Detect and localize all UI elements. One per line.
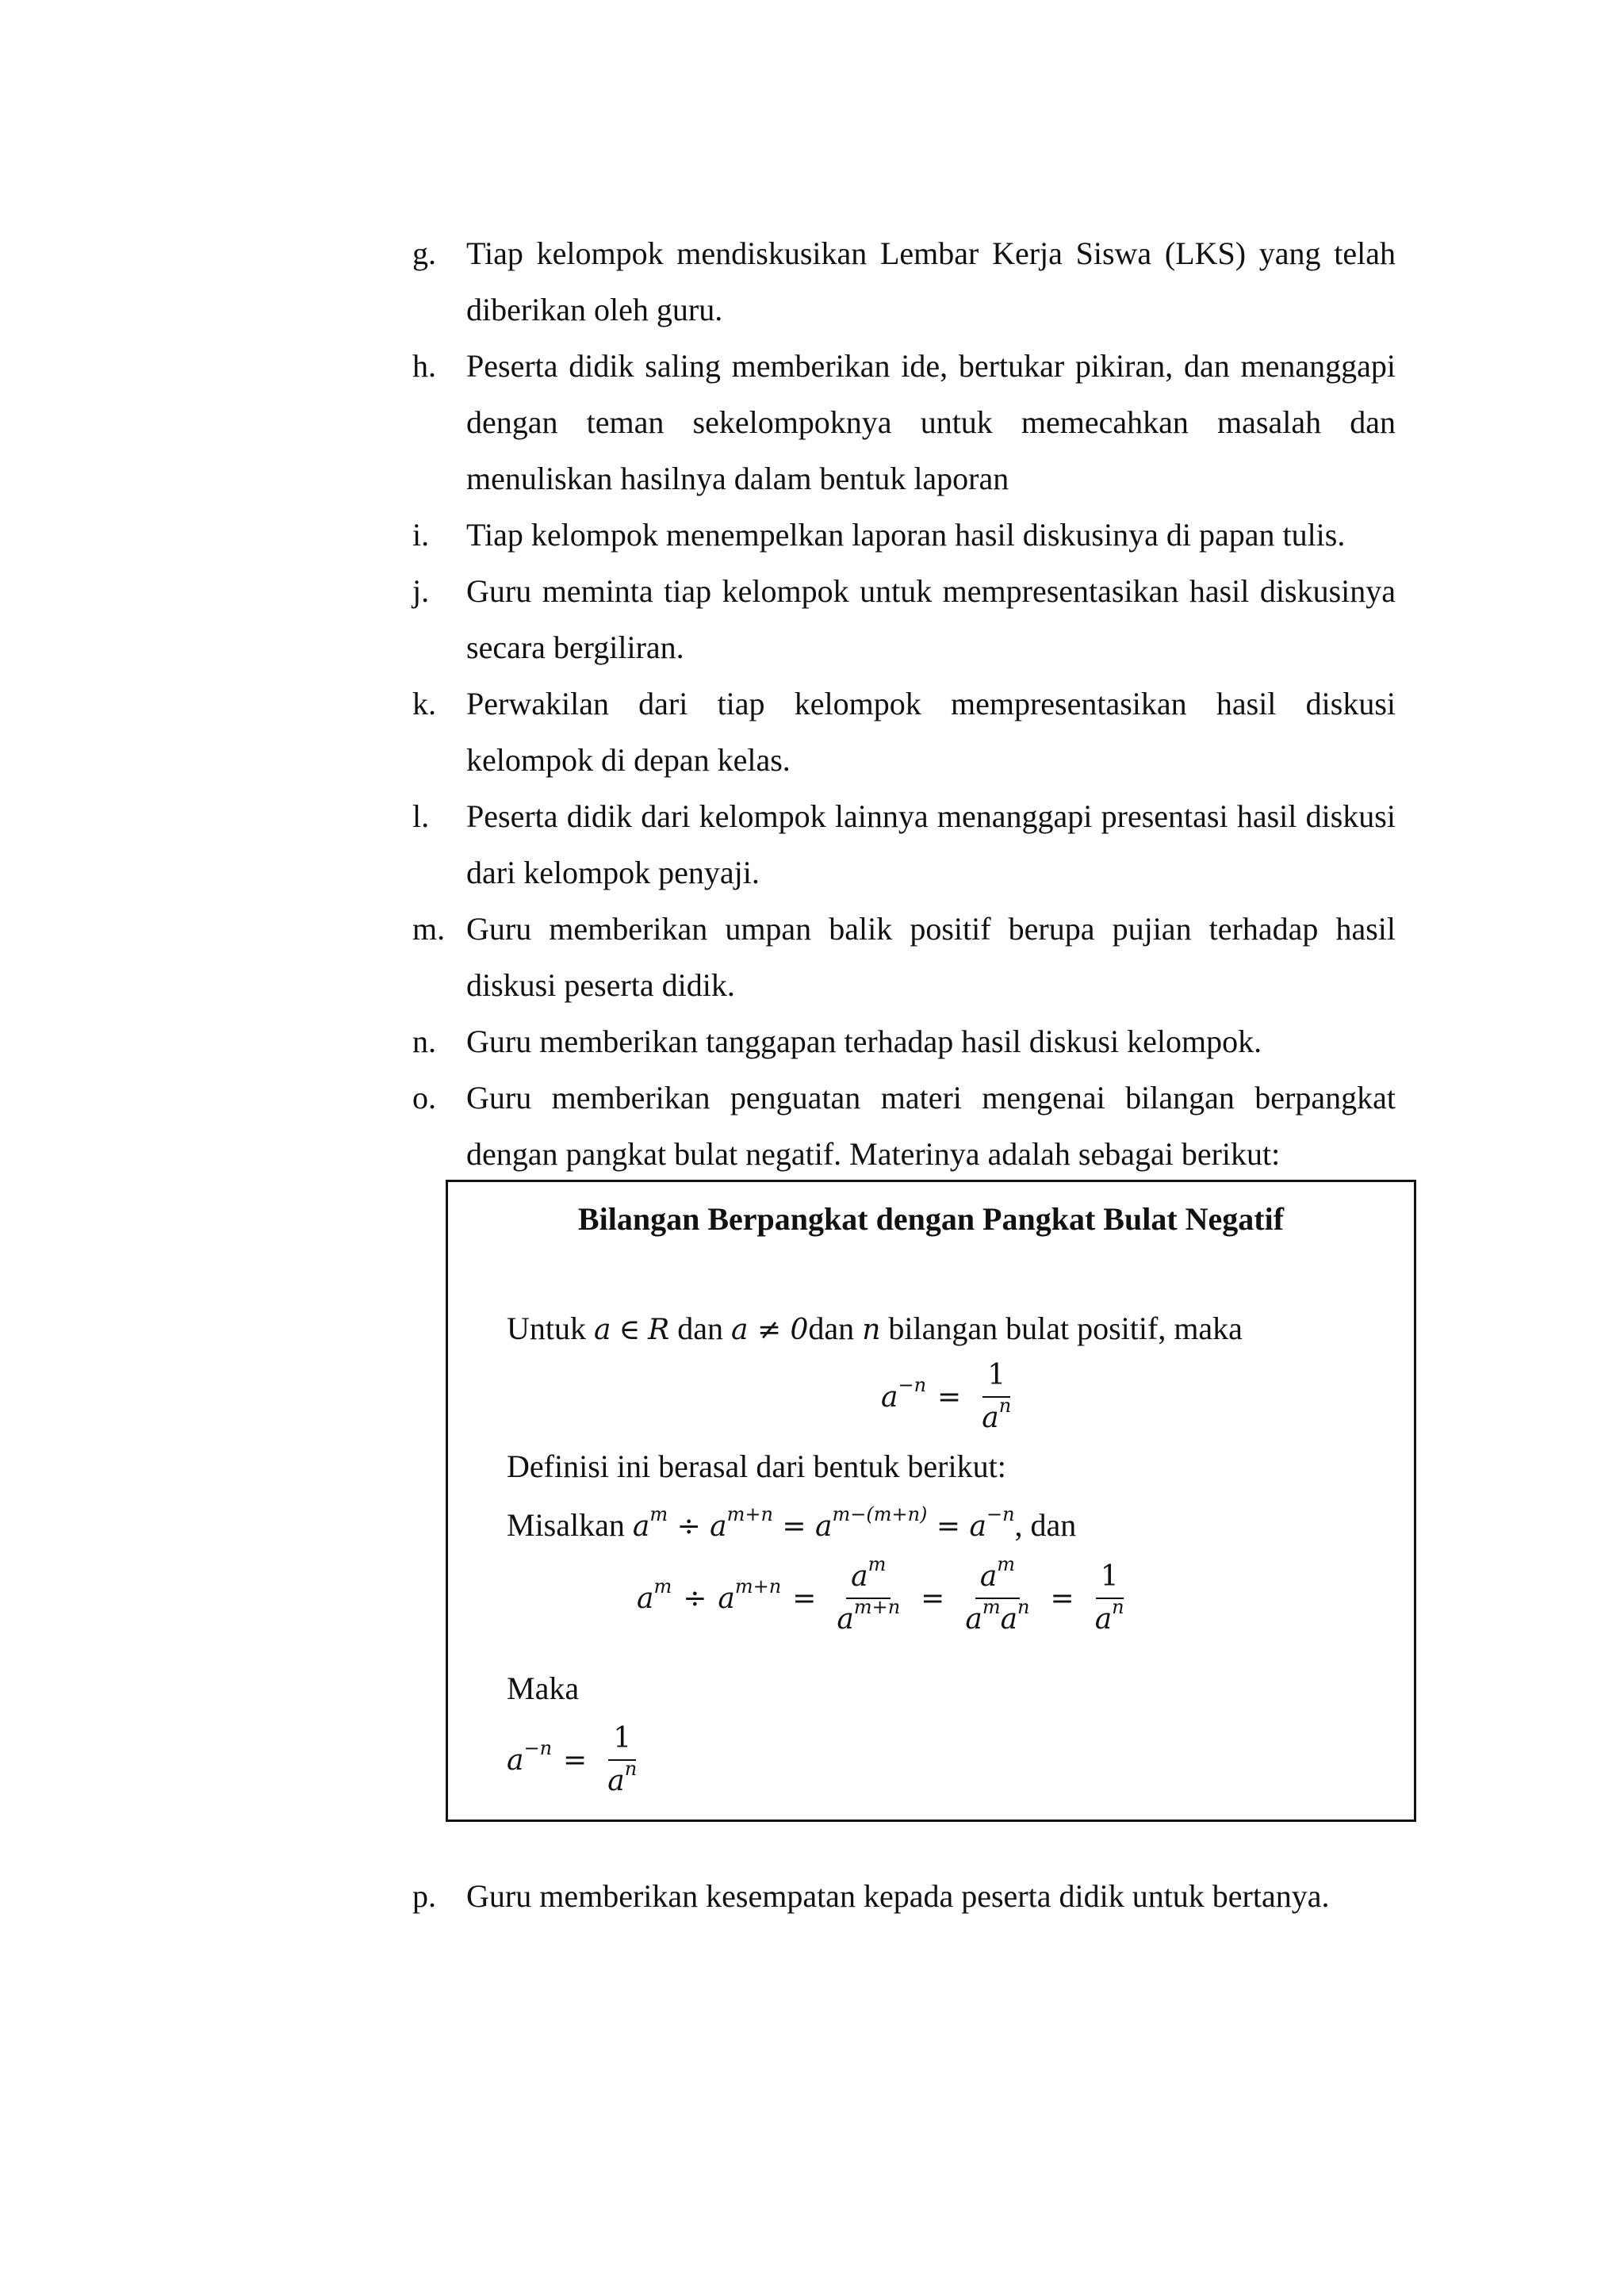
- intro-dan-1: dan: [677, 1311, 723, 1346]
- step-marker: j.: [412, 573, 430, 609]
- steps-list: [412, 225, 1396, 1182]
- step-o: [412, 1070, 1396, 1182]
- fraction-denominator: $a^n$: [982, 1395, 1012, 1434]
- fraction-numerator: 1: [608, 1721, 636, 1761]
- fraction-numerator: $a^m$: [846, 1559, 891, 1599]
- intro-sentence: [507, 1309, 1243, 1350]
- conclusion-label: Maka: [507, 1670, 580, 1706]
- math-term: $a^{-n}$: [881, 1373, 927, 1414]
- step-text: Guru memberikan penguatan materi mengenai bilangan berpangkat dengan pangkat bulat negatif. Materinya adalah sebagai berikut:: [466, 1080, 1396, 1172]
- step-marker: g.: [412, 235, 436, 271]
- step-text: Guru memberikan kesempatan kepada peserta didik untuk bertanya.: [466, 1878, 1330, 1914]
- definition-equation: [881, 1358, 1021, 1436]
- step-text: Peserta didik dari kelompok lainnya menanggapi presentasi hasil diskusi dari kelompok penyaji.: [466, 798, 1396, 890]
- step-marker: i.: [412, 517, 430, 553]
- intro-dan-2: dan: [808, 1311, 855, 1346]
- math-operator: =: [563, 1743, 588, 1777]
- step-i: [412, 507, 1396, 563]
- intro-neq-expression: a ≠ 0: [731, 1314, 809, 1346]
- fraction-denominator: $a^n$: [607, 1758, 638, 1797]
- math-fraction: [603, 1721, 642, 1799]
- misalkan-prefix: Misalkan: [507, 1507, 625, 1543]
- math-fraction: [832, 1553, 905, 1637]
- math-term: $a^{m+n}$: [718, 1575, 782, 1615]
- fraction-denominator: $a^{m+n}$: [837, 1596, 901, 1636]
- step-marker: h.: [412, 348, 436, 384]
- step-k: [412, 675, 1396, 788]
- step-p: [412, 1868, 1396, 1924]
- definition-origin: Definisi ini berasal dari bentuk berikut:: [507, 1448, 1006, 1484]
- step-g: [412, 225, 1396, 338]
- step-text: Guru memberikan umpan balik positif berupa pujian terhadap hasil diskusi peserta didik.: [466, 911, 1396, 1003]
- step-text: Guru meminta tiap kelompok untuk mempresentasikan hasil diskusinya secara bergiliran.: [466, 573, 1396, 665]
- misalkan-suffix: , dan: [1014, 1507, 1077, 1543]
- step-text: Perwakilan dari tiap kelompok mempresentasikan hasil diskusi kelompok di depan kelas.: [466, 686, 1396, 778]
- intro-prefix: Untuk: [507, 1311, 586, 1346]
- math-fraction: [977, 1358, 1016, 1436]
- intro-suffix: bilangan bulat positif, maka: [888, 1311, 1243, 1346]
- fraction-numerator: 1: [982, 1358, 1010, 1398]
- step-marker: n.: [412, 1024, 436, 1059]
- material-box: [446, 1180, 1416, 1822]
- step-text: Tiap kelompok mendiskusikan Lembar Kerja Siswa (LKS) yang telah diberikan oleh guru.: [466, 235, 1396, 327]
- step-text: Tiap kelompok menempelkan laporan hasil diskusinya di papan tulis.: [466, 517, 1346, 553]
- intro-var-a: a: [594, 1314, 611, 1346]
- step-l: [412, 788, 1396, 901]
- math-term: $a^m$: [637, 1575, 672, 1615]
- step-h: [412, 338, 1396, 507]
- math-expression: $a^m \div a^{m+n} = a^{m-(m+n)} = a^{-n}$: [632, 1503, 1015, 1543]
- math-fraction: [960, 1553, 1034, 1637]
- intro-element-of: ∈: [619, 1314, 641, 1346]
- derivation-equation: [637, 1553, 1134, 1637]
- math-operator: =: [792, 1582, 817, 1615]
- fraction-numerator: 1: [1096, 1559, 1124, 1599]
- step-marker: l.: [412, 798, 430, 834]
- intro-set-r: R: [648, 1314, 670, 1346]
- step-n: [412, 1013, 1396, 1070]
- math-fraction: [1090, 1559, 1129, 1637]
- step-m: [412, 901, 1396, 1013]
- step-text: Peserta didik saling memberikan ide, bertukar pikiran, dan menanggapi dengan teman sekelompoknya untuk memecahkan masalah dan menuliskan hasilnya dalam bentuk laporan: [466, 348, 1396, 496]
- math-operator: ÷: [683, 1582, 707, 1615]
- step-text: Guru memberikan tanggapan terhadap hasil diskusi kelompok.: [466, 1024, 1262, 1059]
- step-marker: m.: [412, 911, 446, 947]
- math-operator: =: [1050, 1582, 1074, 1615]
- fraction-numerator: $a^m$: [975, 1559, 1020, 1599]
- math-operator: =: [937, 1380, 962, 1414]
- intro-var-n: n: [862, 1314, 881, 1346]
- fraction-denominator: $a^n$: [1094, 1596, 1124, 1636]
- math-operator: =: [921, 1582, 945, 1615]
- material-box-title: Bilangan Berpangkat dengan Pangkat Bulat Negatif: [577, 1201, 1285, 1237]
- step-marker: k.: [412, 686, 436, 721]
- fraction-denominator: $a^ma^n$: [965, 1596, 1030, 1636]
- step-marker: o.: [412, 1080, 436, 1115]
- conclusion-equation: [507, 1721, 646, 1799]
- math-term: $a^{-n}$: [507, 1736, 553, 1777]
- step-marker: p.: [412, 1878, 436, 1914]
- step-j: [412, 563, 1396, 675]
- misalkan-line: [507, 1503, 1077, 1547]
